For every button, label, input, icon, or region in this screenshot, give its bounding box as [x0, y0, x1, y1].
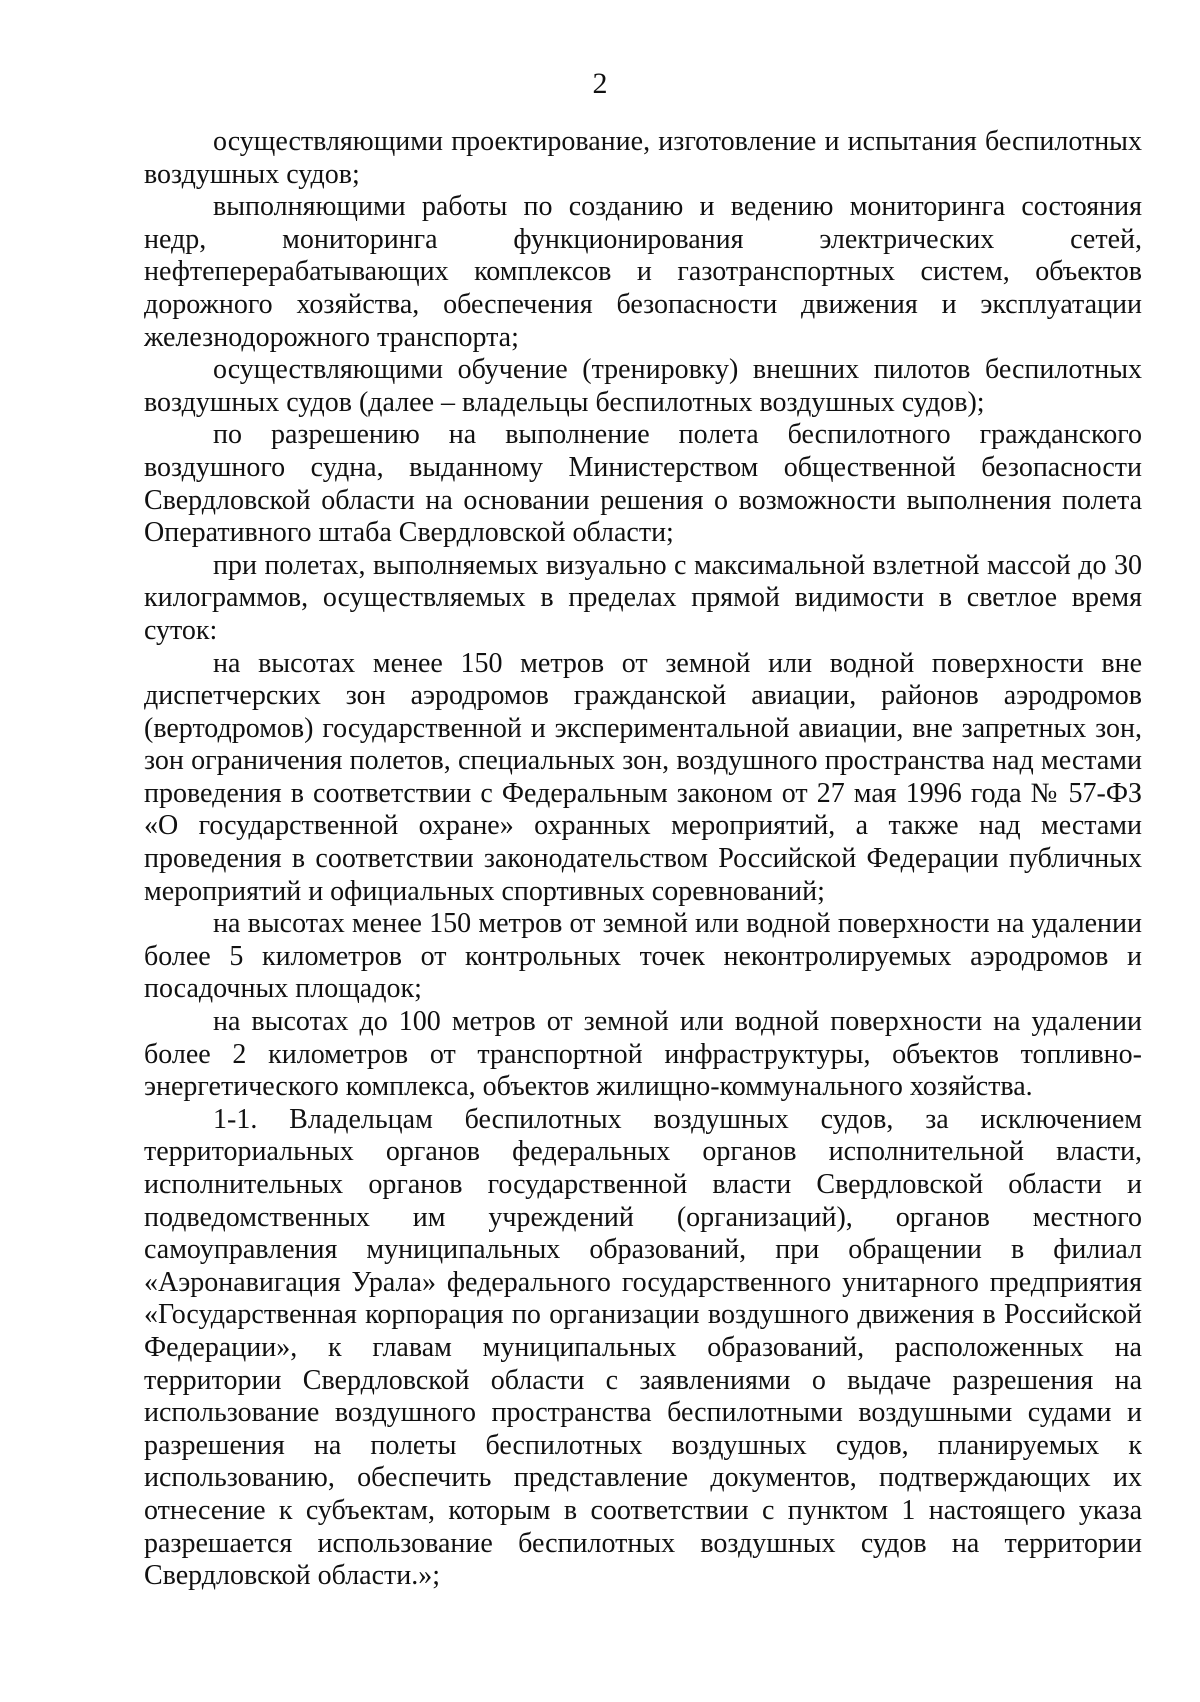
paragraph: осуществляющими проектирование, изготовление и испытания беспилотных воздушных судов;	[144, 126, 1142, 190]
page-number: 2	[592, 67, 608, 100]
paragraph: при полетах, выполняемых визуально с максимальной взлетной массой до 30 килограммов, осуществляемых в пределах прямой видимости в светлое время суток:	[144, 549, 1142, 646]
paragraph: 1-1. Владельцам беспилотных воздушных судов, за исключением территориальных органов федеральных органов исполнительной власти, исполнительных органов государственной власти Свердловской области и подведомственных им учреждений (организаций), органов местного самоуправления муниципальных образований, при обращении в филиал «Аэронавигация Урала» федерального государственного унитарного предприятия «Государственная корпорация по организации воздушного движения в Российской Федерации», к главам муниципальных образований, расположенных на территории Свердловской области с заявлениями о выдаче разрешения на использование воздушного пространства беспилотными воздушными судами и разрешения на полеты беспилотных воздушных судов, планируемых к использованию, обеспечить представление документов, подтверждающих их отнесение к субъектам, которым в соответствии с пунктом 1 настоящего указа разрешается использование беспилотных воздушных судов на территории Свердловской области.»;	[144, 1103, 1142, 1592]
paragraph: выполняющими работы по созданию и ведению мониторинга состояния недр, мониторинга функционирования электрических сетей, нефтеперерабатывающих комплексов и газотранспортных систем, объектов дорожного хозяйства, обеспечения безопасности движения и эксплуатации железнодорожного транспорта;	[144, 191, 1142, 353]
document-body	[144, 126, 1142, 1593]
paragraph: по разрешению на выполнение полета беспилотного гражданского воздушного судна, выданному Министерством общественной безопасности Свердловской области на основании решения о возможности выполнения полета Оперативного штаба Свердловской области;	[144, 419, 1142, 549]
paragraph: осуществляющими обучение (тренировку) внешних пилотов беспилотных воздушных судов (далее – владельцы беспилотных воздушных судов);	[144, 354, 1142, 418]
paragraph: на высотах до 100 метров от земной или водной поверхности на удалении более 2 километров от транспортной инфраструктуры, объектов топливно-энергетического комплекса, объектов жилищно-коммунального хозяйства.	[144, 1006, 1142, 1103]
paragraph: на высотах менее 150 метров от земной или водной поверхности на удалении более 5 километров от контрольных точек неконтролируемых аэродромов и посадочных площадок;	[144, 908, 1142, 1005]
paragraph: на высотах менее 150 метров от земной или водной поверхности вне диспетчерских зон аэродромов гражданской авиации, районов аэродромов (вертодромов) государственной и экспериментальной авиации, вне запретных зон, зон ограничения полетов, специальных зон, воздушного пространства над местами проведения в соответствии с Федеральным законом от 27 мая 1996 года № 57-ФЗ «О государственной охране» охранных мероприятий, а также над местами проведения в соответствии законодательством Российской Федерации публичных мероприятий и официальных спортивных соревнований;	[144, 647, 1142, 907]
